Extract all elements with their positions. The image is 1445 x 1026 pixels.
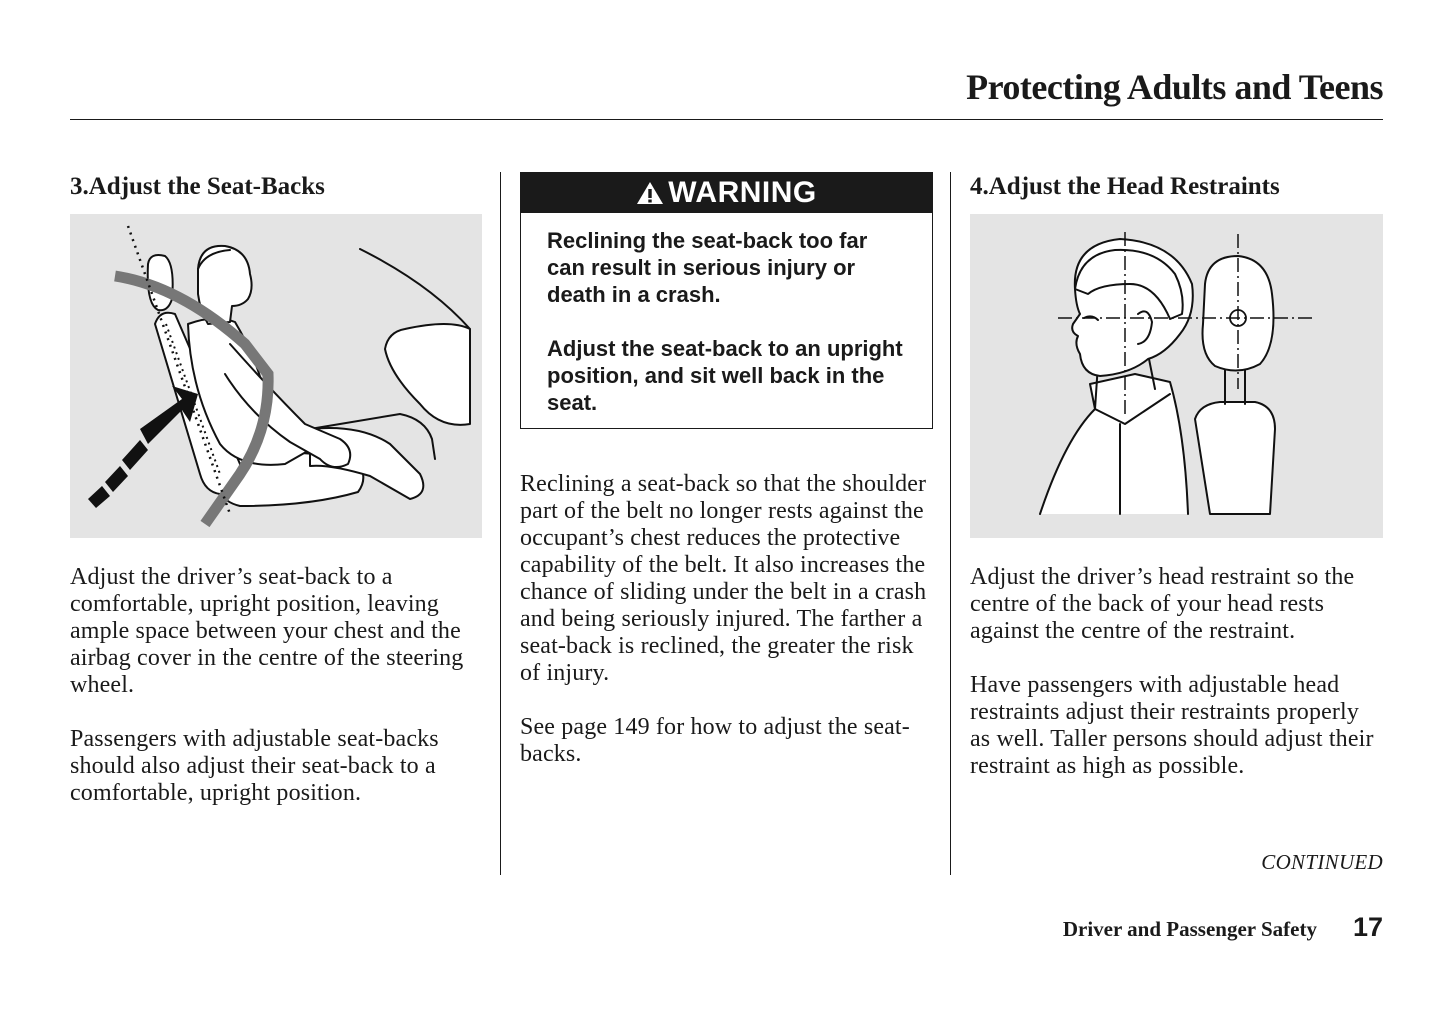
paragraph: Passengers with adjustable seat-backs should also adjust their seat-back to a comfortable, upright position.	[70, 726, 439, 806]
paragraph: Reclining a seat-back so that the shoulder part of the belt no longer rests against the occupant’s chest reduces the protective capability of the belt. It also increases the chance of sliding under the belt in a crash and being seriously injured. The farther a seat-back is reclined, the greater the risk of injury.	[520, 471, 927, 686]
left-column	[70, 172, 482, 807]
page-title: Protecting Adults and Teens	[966, 67, 1383, 107]
section-heading-seat-backs: 3.Adjust the Seat-Backs	[70, 173, 325, 200]
warning-box	[520, 172, 933, 429]
page-number: 17	[1352, 912, 1383, 942]
warning-paragraph: Adjust the seat-back to an upright position, and sit well back in the seat.	[547, 336, 903, 415]
warning-triangle-icon	[636, 181, 664, 205]
seat-back-illustration	[70, 214, 482, 538]
header-rule	[70, 119, 1383, 120]
footer-section-title: Driver and Passenger Safety	[1062, 917, 1317, 941]
paragraph: Have passengers with adjustable head restraints adjust their restraints properly as well. Taller persons should adjust their restraint as high as possible.	[970, 672, 1374, 779]
paragraph: Adjust the driver’s seat-back to a comfortable, upright position, leaving ample space between your chest and the airbag cover in the centre of the steering wheel.	[70, 564, 464, 698]
right-column	[970, 172, 1383, 780]
paragraph: See page 149 for how to adjust the seat-backs.	[520, 714, 910, 767]
page-footer	[1063, 912, 1383, 943]
column-divider	[500, 172, 501, 875]
middle-column	[520, 172, 933, 768]
warning-header	[521, 173, 932, 213]
warning-paragraph: Reclining the seat-back too far can result in serious injury or death in a crash.	[547, 228, 868, 307]
paragraph: Adjust the driver’s head restraint so the centre of the back of your head rests against the centre of the restraint.	[970, 564, 1355, 644]
section-heading-head-restraints: 4.Adjust the Head Restraints	[970, 173, 1280, 200]
head-restraint-illustration	[970, 214, 1383, 538]
column-divider	[950, 172, 951, 875]
warning-label: WARNING	[668, 176, 817, 209]
continued-label: CONTINUED	[1261, 850, 1383, 874]
